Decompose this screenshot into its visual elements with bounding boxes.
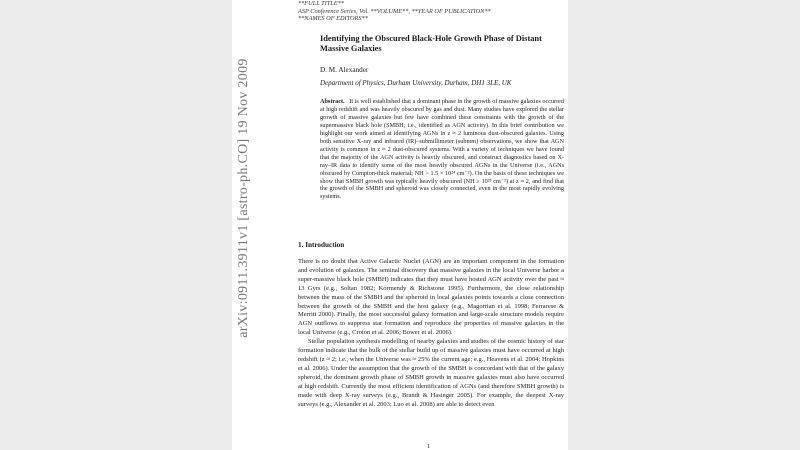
- author-affiliation: Department of Physics, Durham University, Durham, DH1 3LE, UK: [320, 79, 512, 87]
- header-line-1: **FULL TITLE**: [298, 0, 344, 7]
- abstract-label: Abstract.: [320, 98, 345, 105]
- arxiv-stamp: [232, 0, 254, 340]
- paper-title: Identifying the Obscured Black-Hole Growth Phase of Distant Massive Galaxies: [320, 34, 542, 53]
- author-name: D. M. Alexander: [320, 66, 369, 74]
- body-text: [298, 258, 564, 409]
- abstract-text: It is well established that a dominant phase in the growth of massive galaxies occurred at high redshift and was heavily obscured by gas and dust. Many studies have explored the stellar growth of massive galaxies but few have combined these constraints with the growth of the supermassive black hole (SMBH; i.e., identified as AGN activity). In this brief contribution we highlight our work aimed at identifying AGNs in z ≈ 2 luminous dust-obscured galaxies. Using both sensitive X-ray and infrared (IR)–submillimeter (submm) observations, we show that AGN activity is common in z ≈ 2 dust-obscured systems. With a variety of techniques we have found that the majority of the AGN activity is heavily obscured, and construct diagnostics based on X-ray–IR data to identify some of the most heavily obscured AGNs in the Universe (i.e., AGNs obscured by Compton-thick material; NH > 1.5 × 10²⁴ cm⁻²). On the basis of these techniques we show that SMBH growth was typically heavily obscured (NH ≥ 10²³ cm⁻²) at z ≈ 2, and find that the growth of the SMBH and spheroid was closely connected, even in the most rapidly evolving systems.: [320, 98, 564, 201]
- conference-header: [298, 0, 491, 23]
- paragraph: There is no doubt that Active Galactic Nuclei (AGN) are an important component in the formation and evolution of galaxies. The seminal discovery that massive galaxies in the local Universe harbor a super-massive black hole (SMBH) indicates that they must have hosted AGN activity over the past ≈ 13 Gyrs (e.g., Soltan 1982; Kormendy & Richstone 1995). Furthermore, the close relationship between the mass of the SMBH and the spheroid in local galaxies points towards a close connection between the growth of the SMBH and the host galaxy (e.g., Magorrian et al. 1998; Ferrarese & Merritt 2000). Finally, the most successful galaxy formation and large-scale structure models require AGN outflows to suppress star formation and reproduce the properties of massive galaxies in the local Universe (e.g., Croton et al. 2006; Bower et al. 2006).: [298, 258, 564, 337]
- arxiv-id: arXiv:0911.3911v1 [astro-ph.CO] 19 Nov 2009: [236, 58, 251, 338]
- header-line-3: **NAMES OF EDITORS**: [298, 15, 368, 23]
- paragraph: Stellar population synthesis modelling of nearby galaxies and studies of the cosmic history of star formation indicate that the bulk of the stellar build up of massive galaxies must have occurred at high redshift (z ≈ 2; i.e., when the Universe was ≈ 25% the current age; e.g., Heavens et al. 2004; Hopkins et al. 2006). Under the assumption that the growth of the SMBH is concordant with that of the galaxy spheroid, the dominant growth phase of SMBH growth in massive galaxies must also have occurred at high redshift. Currently the most efficient identification of AGNs (and therefore SMBH growth) is made with deep X-ray surveys (e.g., Brandt & Hasinger 2005). For example, the deepest X-ray surveys (e.g., Alexander et al. 2003; Luo et al. 2008) are able to detect even: [298, 338, 564, 408]
- page-number: 1: [427, 443, 431, 450]
- header-line-2: ASP Conference Series, Vol. **VOLUME**, **YEAR OF PUBLICATION**: [298, 7, 491, 15]
- abstract: [320, 98, 564, 201]
- section-heading: 1. Introduction: [298, 241, 345, 249]
